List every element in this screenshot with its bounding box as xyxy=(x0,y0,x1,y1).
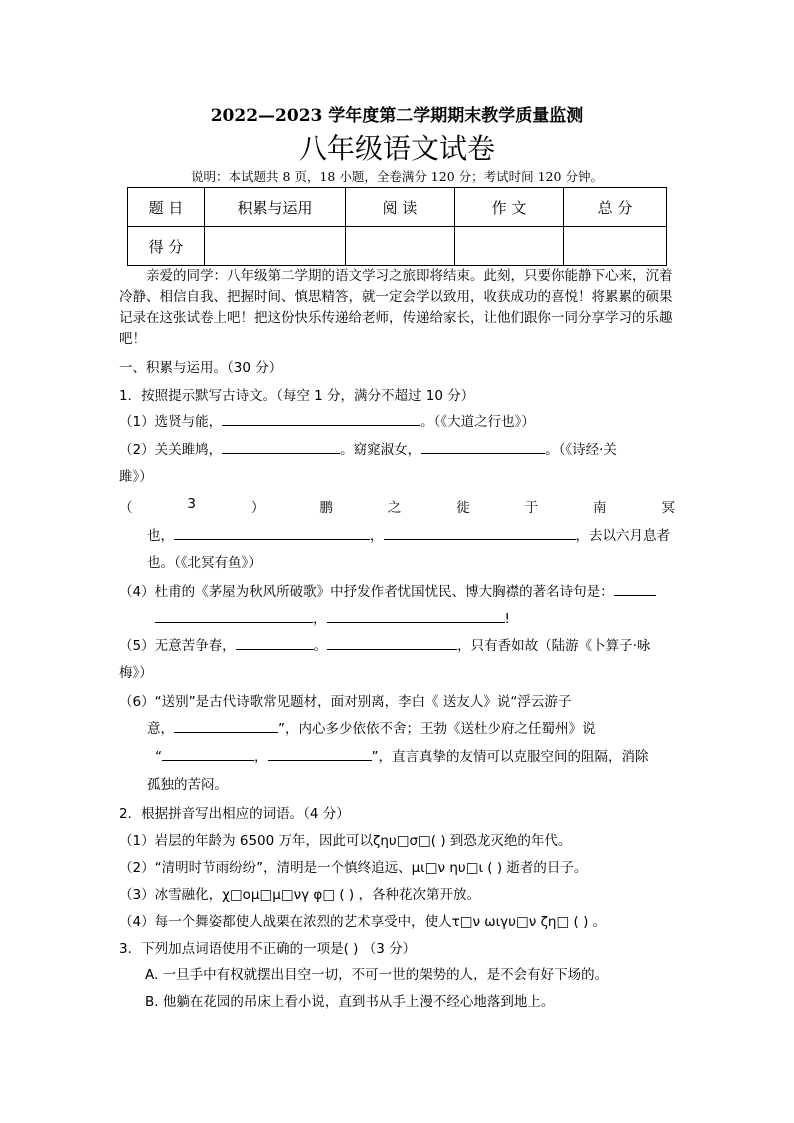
q1-3-text: ，去以六月息者 xyxy=(575,528,670,544)
q1-item-4-cont xyxy=(155,607,510,627)
score-blank[interactable] xyxy=(455,227,564,266)
q1-item-3-source: 也。（《北冥有鱼》） xyxy=(147,555,262,571)
q3-option-a[interactable]: A. 一旦手中有权就摆出目空一切，不可一世的架势的人，是不会有好下场的。 xyxy=(145,967,609,983)
q1-3-char: 南 xyxy=(593,500,607,516)
q1-item-6-cont xyxy=(147,717,596,737)
score-table xyxy=(127,187,667,266)
q1-3-char: ） xyxy=(250,500,265,516)
answer-blank[interactable] xyxy=(327,608,505,623)
exam-title-line1: 2022—2023 学年度第二学期期末教学质量监测 xyxy=(210,106,584,126)
q2-item-1: （1）岩层的年龄为 6500 万年，因此可以ζηυ□σ□( ) 到恐龙灭绝的年代。 xyxy=(119,833,572,849)
q1-3-char: 3 xyxy=(187,496,197,512)
answer-blank[interactable] xyxy=(222,411,420,426)
answer-blank[interactable] xyxy=(384,525,576,540)
q1-item-6-cont3: 孤独的苦闷。 xyxy=(147,777,228,793)
q1-item-6-cont2 xyxy=(155,745,649,765)
score-cell-section1: 积累与运用 xyxy=(205,188,346,227)
score-table-score-row xyxy=(128,227,667,266)
q1-5-text: ，只有香如故（陆游《卜算子·咏 xyxy=(457,638,651,654)
q1-6-text: 意， xyxy=(147,721,174,737)
q1-item-5 xyxy=(119,634,650,654)
q1-2-source: 。（《诗经·关 xyxy=(545,442,617,458)
q1-4-text: （4）杜甫的《茅屋为秋风所破歌》中抒发作者忧国忧民、博大胸襟的著名诗句是： xyxy=(119,584,614,600)
exam-instructions: 说明：本试题共 8 页，18 小题，全卷满分 120 分；考试时间 120 分钟。 xyxy=(191,169,603,184)
q1-3-char: 冥 xyxy=(661,500,675,516)
q2-item-2: （2）“清明时节雨纷纷”，清明是一个慎终追远、μι□ν ηυ□ι ( ) 逝者的日子。 xyxy=(119,860,588,876)
q1-item-2 xyxy=(119,438,617,458)
score-cell-section2: 阅 读 xyxy=(346,188,455,227)
answer-blank[interactable] xyxy=(174,525,370,540)
intro-paragraph: 亲爱的同学：八年级第二学期的语文学习之旅即将结束。此刻，只要你能静下心来，沉着冷静、相信自我、把握时间、慎思精答，就一定会学以致用，收获成功的喜悦！将累累的硕果记录在这张试卷上吧！把这份快乐传递给老师，传递给家长，让他们跟你一同分享学习的乐趣吧！ xyxy=(119,268,673,347)
q1-item-3-cont xyxy=(147,524,670,544)
score-cell-section3: 作 文 xyxy=(455,188,564,227)
q1-6-text: “ xyxy=(155,749,162,765)
q1-1-source: 。（《大道之行也》） xyxy=(420,414,535,430)
q1-6-text: ”，直言真挚的友情可以克服空间的阻隔，消除 xyxy=(371,749,649,765)
q1-item-1 xyxy=(119,410,535,430)
answer-blank[interactable] xyxy=(174,718,278,733)
score-row-label: 得 分 xyxy=(128,227,205,266)
q1-5-text: 。 xyxy=(313,638,328,654)
answer-blank[interactable] xyxy=(614,581,656,596)
q1-6-text: ， xyxy=(254,749,268,765)
q3-option-b[interactable]: B. 他躺在花园的吊床上看小说，直到书从手上漫不经心地落到地上。 xyxy=(145,994,555,1010)
section-heading: 一、积累与运用。（30 分） xyxy=(119,360,283,376)
score-blank[interactable] xyxy=(564,227,667,266)
answer-blank[interactable] xyxy=(222,439,340,454)
q1-5-text: （5）无意苦争春， xyxy=(119,638,236,654)
q1-3-char: （ xyxy=(119,500,133,516)
answer-blank[interactable] xyxy=(268,746,372,761)
q1-4-text: ! xyxy=(504,611,510,627)
q1-2-text-b: 。窈窕淑女， xyxy=(340,442,422,458)
q2-item-3: （3）冰雪融化，χ□ομ□μ□νγ φ□ ( ) ，各种花次第开放。 xyxy=(119,887,480,903)
q1-3-char: 鹏 xyxy=(319,500,333,516)
question-3-stem: 3．下列加点词语使用不正确的一项是( ) （3 分） xyxy=(119,941,417,957)
q1-2-text: （2）关关雎鸠， xyxy=(119,442,223,458)
q1-3-char: 于 xyxy=(524,500,539,516)
question-2-stem: 2．根据拼音写出相应的词语。（4 分） xyxy=(119,806,350,822)
answer-blank[interactable] xyxy=(155,608,313,623)
q1-3-char: 之 xyxy=(387,500,402,516)
q2-item-4: （4）每一个舞姿都使人战栗在浓烈的艺术享受中，使人τ□ν ωιγυ□ν ζη□ ( ) 。 xyxy=(119,914,607,930)
q1-1-text: （1）选贤与能， xyxy=(119,414,223,430)
q1-item-3-line xyxy=(119,496,675,516)
q1-6-text: ”，内心多少依依不舍；王勃《送杜少府之任蜀州》说 xyxy=(278,721,596,737)
score-blank[interactable] xyxy=(205,227,346,266)
score-table-header-row xyxy=(128,188,667,227)
q1-item-5-cont: 梅》） xyxy=(119,665,153,681)
q1-4-text: ， xyxy=(313,611,327,627)
q1-item-6: （6）“送别”是古代诗歌常见题材，面对别离，李白《 送友人》说“浮云游子 xyxy=(119,694,572,710)
q1-item-2-cont: 雎》） xyxy=(119,469,153,485)
score-blank[interactable] xyxy=(346,227,455,266)
answer-blank[interactable] xyxy=(236,635,314,650)
answer-blank[interactable] xyxy=(162,746,254,761)
answer-blank[interactable] xyxy=(421,439,545,454)
score-cell-total: 总 分 xyxy=(564,188,667,227)
score-cell-label: 题 日 xyxy=(128,188,205,227)
question-1-stem: 1．按照提示默写古诗文。（每空 1 分，满分不超过 10 分） xyxy=(119,388,475,404)
exam-title: 八年级语文试卷 xyxy=(298,132,495,165)
answer-blank[interactable] xyxy=(327,635,457,650)
q1-3-text: 也， xyxy=(147,528,174,544)
q1-3-char: 徙 xyxy=(456,500,470,516)
q1-item-4 xyxy=(119,580,656,600)
q1-3-text: ， xyxy=(370,528,384,544)
